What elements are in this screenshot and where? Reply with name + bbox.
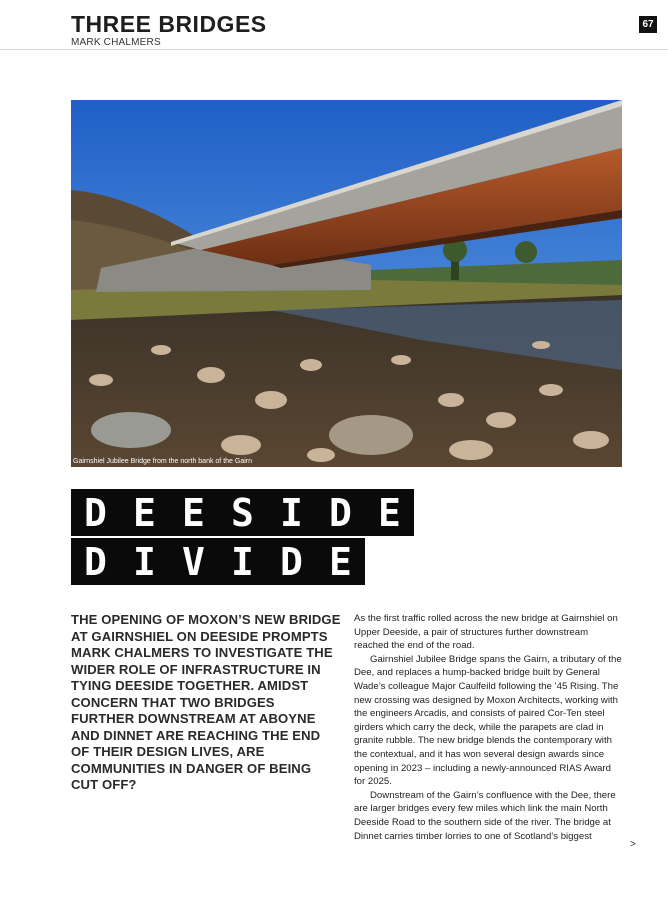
headline-letter: E [120, 489, 169, 536]
headline [71, 489, 420, 587]
headline-letter: I [120, 538, 169, 585]
section-title: THREE BRIDGES [71, 11, 267, 37]
headline-letter: E [365, 489, 414, 536]
headline-letter: D [71, 538, 120, 585]
headline-letter: I [267, 489, 316, 536]
body-paragraph: Gairnshiel Jubilee Bridge spans the Gairn, a tributary of the Dee, and replaces a hump-backed bridge built by General Wade’s colleague Major Caulfeild following the ’45 Rising. The new crossing was designed by Moxon Architects, working with the engineers Arcadis, and consists of paired Cor-Ten steel girders which carry the deck, while the parapets are clad in granite rubble. The new bridge blends the contemporary with the contextual, and it has won several design awards since opening in 2023 – including a newly-announced RIAS Award for 2025. [354, 653, 622, 788]
headline-letter: D [71, 489, 120, 536]
author-name: MARK CHALMERS [71, 37, 161, 48]
headline-letter: E [169, 489, 218, 536]
photo-caption: Gairnshiel Jubilee Bridge from the north bank of the Gairn [73, 458, 252, 465]
headline-letter: D [267, 538, 316, 585]
body-paragraph: Downstream of the Gairn’s confluence with the Dee, there are larger bridges every few miles which link the main North Deeside Road to the southern side of the river. The bridge at Dinnet carries timber lorries to one of Scotland’s biggest [354, 789, 616, 842]
headline-letter: I [218, 538, 267, 585]
headline-letter: S [218, 489, 267, 536]
headline-line-1 [71, 489, 420, 536]
page-number-badge: 67 [639, 16, 657, 33]
headline-letter: E [316, 538, 365, 585]
header-divider [0, 49, 668, 50]
headline-letter: D [316, 489, 365, 536]
bridge-photo [71, 100, 622, 467]
headline-letter: V [169, 538, 218, 585]
article-body [354, 612, 622, 843]
headline-line-2 [71, 538, 370, 585]
continue-arrow-icon: > [630, 839, 636, 850]
body-paragraph: As the first traffic rolled across the new bridge at Gairnshiel on Upper Deeside, a pair of structures further downstream reached the end of the road. [354, 613, 618, 652]
standfirst: THE OPENING OF MOXON’S NEW BRIDGE AT GAIRNSHIEL ON DEESIDE PROMPTS MARK CHALMERS TO INVESTIGATE THE WIDER ROLE OF INFRASTRUCTURE IN TYING DEESIDE TOGETHER. AMIDST CONCERN THAT TWO BRIDGES FURTHER DOWNSTREAM AT ABOYNE AND DINNET ARE REACHING THE END OF THEIR DESIGN LIVES, ARE COMMUNITIES IN DANGER OF BEING CUT OFF? [71, 612, 341, 792]
